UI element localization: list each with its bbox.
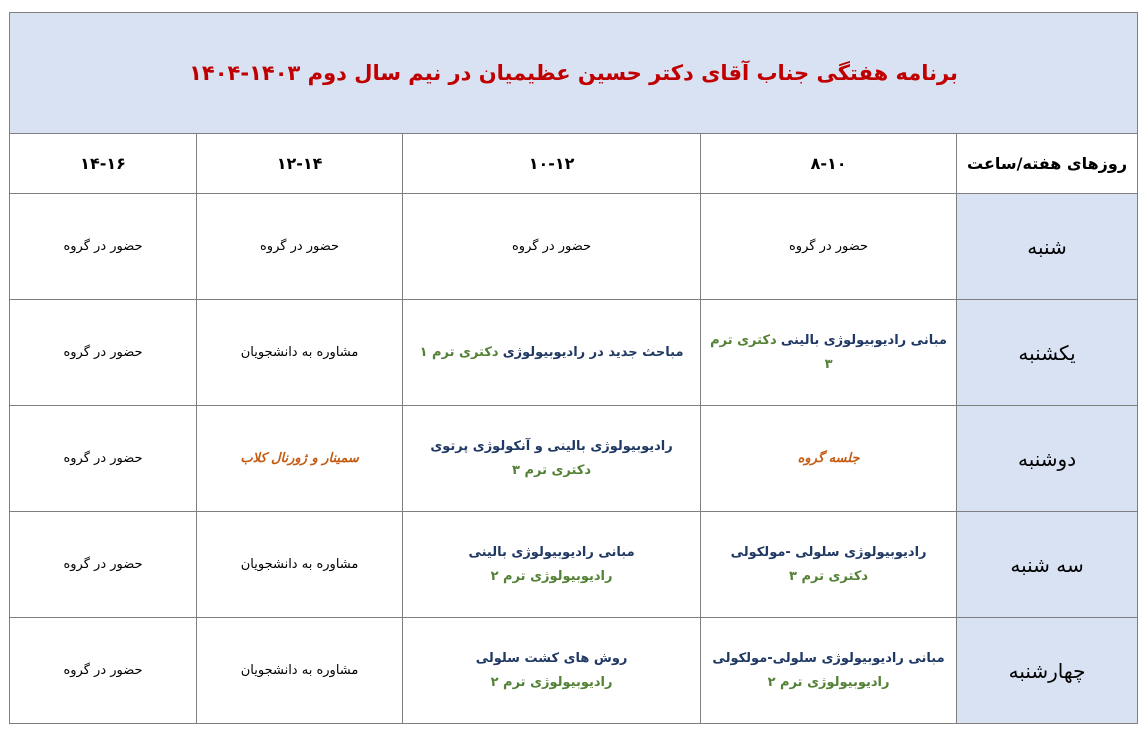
cell-line: [409, 541, 694, 564]
cell-line: [707, 541, 950, 564]
column-header: روزهای هفته/ساعت: [967, 154, 1128, 173]
cell-text: مشاوره به دانشجویان: [240, 662, 359, 678]
cell-line: [203, 659, 396, 682]
day-cell: [957, 300, 1138, 406]
cell-text: جلسه گروه: [797, 450, 860, 466]
cell-text: حضور در گروه: [63, 662, 143, 678]
cell-text: رادیوبیولوژی بالینی و آنکولوژی پرتوی: [430, 439, 673, 455]
header-cell-12-14: [197, 134, 403, 194]
cell-text: رادیوبیولوژی ترم ۲: [490, 674, 613, 690]
schedule-cell: [403, 194, 701, 300]
cell-line: [707, 647, 950, 670]
table-row: [10, 194, 1138, 300]
schedule-cell: [197, 194, 403, 300]
schedule-cell: [10, 300, 197, 406]
header-cell-8-10: [701, 134, 957, 194]
schedule-cell: [701, 300, 957, 406]
column-header: ۱۲-۱۴: [276, 154, 323, 173]
schedule-cell: [10, 618, 197, 724]
cell-line: [16, 553, 190, 576]
day-label: شنبه: [1027, 234, 1067, 259]
schedule-cell: [10, 406, 197, 512]
header-cell-14-16: [10, 134, 197, 194]
table-row: [10, 406, 1138, 512]
schedule-cell: [403, 300, 701, 406]
cell-text: مبانی رادیوبیولوژی بالینی: [780, 333, 947, 349]
cell-line: [203, 553, 396, 576]
cell-line: [409, 671, 694, 694]
cell-line: [707, 565, 950, 588]
schedule-cell: [403, 406, 701, 512]
schedule-cell: [10, 512, 197, 618]
schedule-cell: [701, 618, 957, 724]
cell-text: مباحث جدید در رادیوبیولوژی: [502, 344, 684, 360]
cell-line: [409, 459, 694, 482]
cell-line: [707, 447, 950, 470]
cell-text: روش های کشت سلولی: [475, 651, 628, 667]
table-row: [10, 512, 1138, 618]
day-label: دوشنبه: [1017, 446, 1077, 471]
cell-text: سمینار و ژورنال کلاب: [240, 450, 359, 466]
table-row: [10, 300, 1138, 406]
day-cell: [957, 406, 1138, 512]
cell-text: حضور در گروه: [63, 238, 143, 254]
cell-line: [16, 235, 190, 258]
column-header: ۱۴-۱۶: [80, 154, 126, 173]
schedule-cell: [403, 618, 701, 724]
cell-line: [16, 341, 190, 364]
cell-text: حضور در گروه: [260, 238, 340, 254]
cell-text: دکتری ترم ۳: [789, 568, 869, 584]
cell-text: رادیوبیولوژی ترم ۲: [490, 568, 613, 584]
cell-line: [203, 447, 396, 470]
cell-text: حضور در گروه: [63, 450, 143, 466]
column-header: ۱۰-۱۲: [528, 154, 575, 173]
cell-line: [203, 341, 396, 364]
cell-line: [203, 235, 396, 258]
cell-text: حضور در گروه: [789, 238, 869, 254]
column-header: ۸-۱۰: [810, 154, 847, 173]
cell-text: مبانی رادیوبیولوژی سلولی-مولکولی: [712, 651, 945, 667]
day-cell: [957, 618, 1138, 724]
schedule-cell: [403, 512, 701, 618]
day-cell: [957, 512, 1138, 618]
cell-text: مشاوره به دانشجویان: [240, 556, 359, 572]
day-cell: [957, 194, 1138, 300]
day-label: سه شنبه: [1010, 552, 1084, 577]
header-row: [10, 134, 1138, 194]
day-label: چهارشنبه: [1008, 658, 1086, 683]
schedule-cell: [10, 194, 197, 300]
schedule-body: [10, 13, 1138, 724]
title-row: [10, 13, 1138, 134]
cell-line: [16, 659, 190, 682]
cell-text: حضور در گروه: [512, 238, 592, 254]
cell-text: مشاوره به دانشجویان: [240, 344, 359, 360]
weekly-schedule-table: [9, 12, 1138, 724]
schedule-cell: [701, 406, 957, 512]
cell-line: [707, 671, 950, 694]
cell-line: [409, 235, 694, 258]
cell-line: [16, 447, 190, 470]
cell-line: [707, 235, 950, 258]
schedule-cell: [197, 618, 403, 724]
schedule-title: برنامه هفتگی جناب آقای دکتر حسین عظیمیان در نیم سال دوم ۱۴۰۳-۱۴۰۴: [189, 61, 958, 85]
header-cell-10-12: [403, 134, 701, 194]
header-cell-days: [957, 134, 1138, 194]
cell-text: حضور در گروه: [63, 344, 143, 360]
cell-line: [409, 435, 694, 458]
cell-text: دکتری ترم ۱: [419, 344, 499, 360]
cell-text: مبانی رادیوبیولوژی بالینی: [468, 545, 635, 561]
cell-text: دکتری ترم ۳: [512, 462, 592, 478]
schedule-cell: [701, 512, 957, 618]
schedule-cell: [197, 512, 403, 618]
schedule-cell: [701, 194, 957, 300]
cell-line: [409, 647, 694, 670]
title-cell: [10, 13, 1138, 134]
cell-line: [409, 341, 694, 364]
day-label: یکشنبه: [1018, 340, 1076, 365]
cell-text: دکتری ترم ۳: [710, 333, 833, 372]
cell-text: رادیوبیولوژی سلولی -مولکولی: [730, 545, 927, 561]
cell-line: [707, 329, 950, 376]
schedule-cell: [197, 406, 403, 512]
table-row: [10, 618, 1138, 724]
cell-text: رادیوبیولوژی ترم ۲: [767, 674, 890, 690]
schedule-cell: [197, 300, 403, 406]
cell-line: [409, 565, 694, 588]
cell-text: حضور در گروه: [63, 556, 143, 572]
